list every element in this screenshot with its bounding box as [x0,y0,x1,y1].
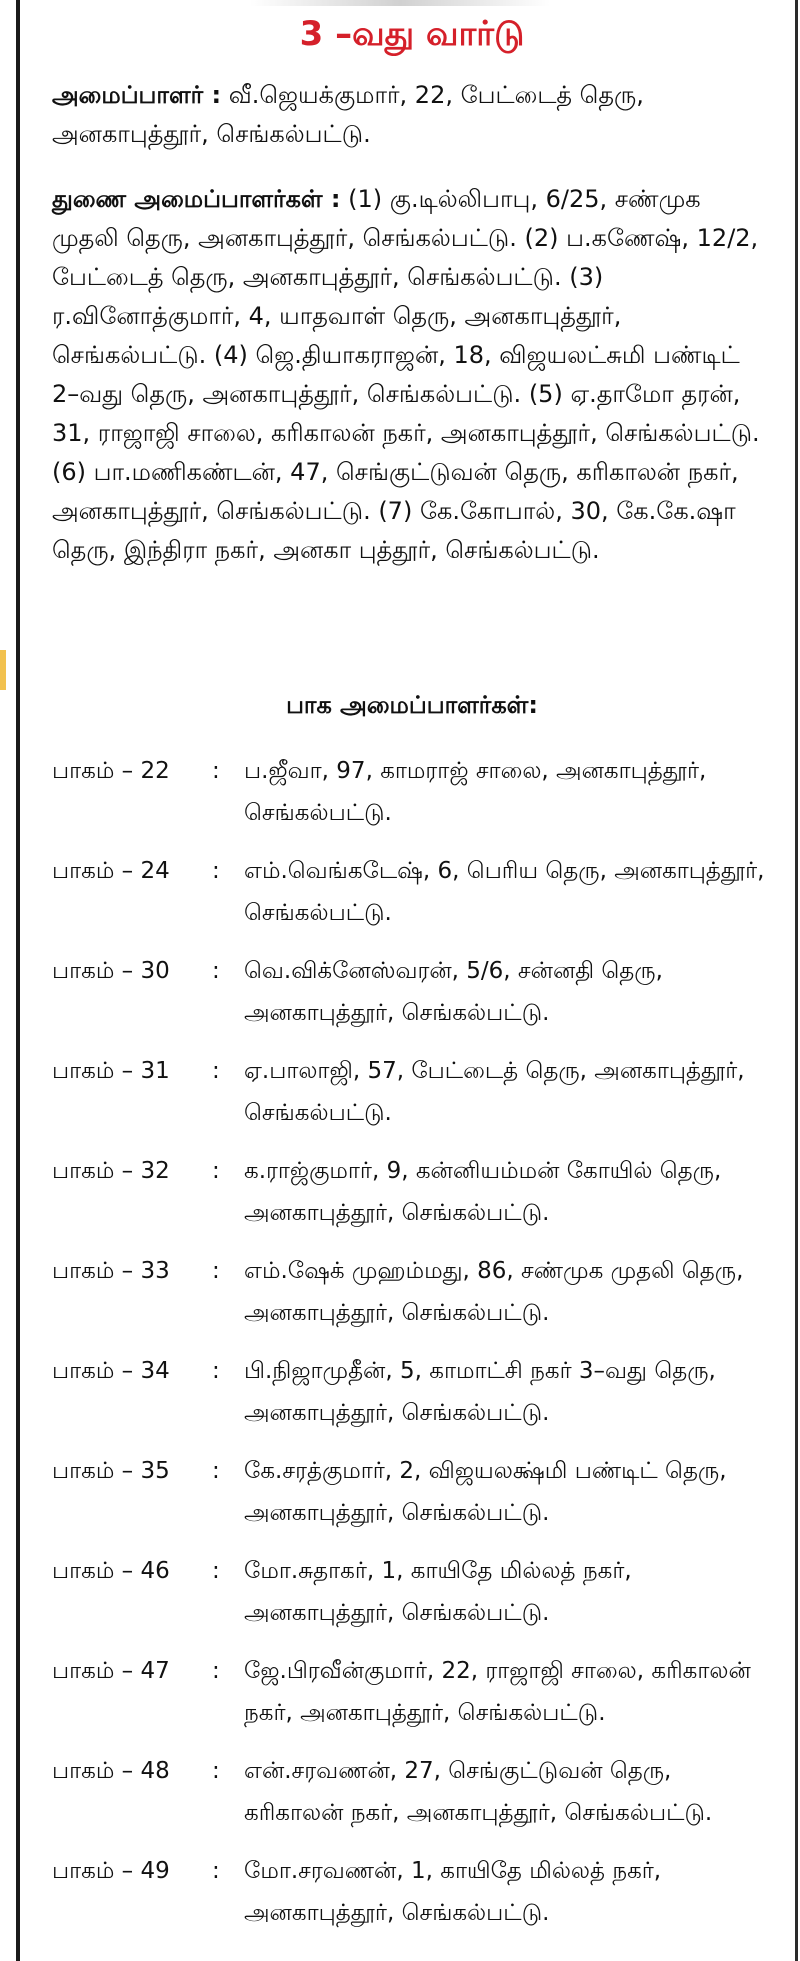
organizer-address: எம்.வெங்கடேஷ், 6, பெரிய தெரு, அனகாபுத்தூர், செங்கல்பட்டு. [244,858,765,926]
organizer-address: க.ராஜ்குமார், 9, கன்னியம்மன் கோயில் தெரு, அனகாபுத்தூர், செங்கல்பட்டு. [244,1158,722,1226]
list-item [52,1250,772,1350]
list-item [52,1750,772,1850]
organizer-address: எம்.ஷேக் முஹம்மது, 86, சண்முக முதலி தெரு, அனகாபுத்தூர், செங்கல்பட்டு. [244,1258,744,1326]
part-number: பாகம் – 48 [52,1758,170,1784]
part-number: பாகம் – 47 [52,1658,170,1684]
separator-colon: : [212,1558,220,1584]
list-item [52,1150,772,1250]
part-number: பாகம் – 35 [52,1458,170,1484]
separator-colon: : [212,1758,220,1784]
part-number: பாகம் – 22 [52,758,170,784]
separator-colon: : [212,758,220,784]
list-item [52,1550,772,1650]
part-number: பாகம் – 46 [52,1558,170,1584]
separator-colon: : [212,1158,220,1184]
organizer-paragraph [52,76,772,154]
organizer-address: என்.சரவணன், 27, செங்குட்டுவன் தெரு, கரிகாலன் நகர், அனகாபுத்தூர், செங்கல்பட்டு. [244,1758,713,1826]
list-item [52,1650,772,1750]
organizer-address: பி.நிஜாமுதீன், 5, காமாட்சி நகர் 3–வது தெரு, அனகாபுத்தூர், செங்கல்பட்டு. [244,1358,716,1426]
organizer-text: வீ.ஜெயக்குமார், 22, பேட்டைத் தெரு, அனகாபுத்தூர், செங்கல்பட்டு. [52,81,644,148]
deputy-organizers-text: (1) கு.டில்லிபாபு, 6/25, சண்முக முதலி தெரு, அனகாபுத்தூர், செங்கல்பட்டு. (2) ப.கணேஷ், 12/2, பேட்டைத் தெரு, அனகாபுத்தூர், செங்கல்பட்டு. (3) ர.வினோத்குமார், 4, யாதவாள் தெரு, அனகாபுத்தூர், செங்கல்பட்டு. (4) ஜெ.தியாகராஜன், 18, விஜயலட்சுமி பண்டிட் 2–வது தெரு, அனகாபுத்தூர், செங்கல்பட்டு. (5) ஏ.தாமோ தரன், 31, ராஜாஜி சாலை, கரிகாலன் நகர், அனகாபுத்தூர், செங்கல்பட்டு. (6) பா.மணிகண்டன், 47, செங்குட்டுவன் தெரு, கரிகாலன் நகர், அனகாபுத்தூர், செங்கல்பட்டு. (7) கே.கோபால், 30, கே.கே.ஷா தெரு, இந்திரா நகர், அனகா புத்தூர், செங்கல்பட்டு. [52,185,760,564]
separator-colon: : [212,958,220,984]
part-number: பாகம் – 32 [52,1158,170,1184]
left-column-rule [16,0,20,1961]
list-item [52,850,772,950]
separator-colon: : [212,1058,220,1084]
separator-colon: : [212,1858,220,1884]
part-number: பாகம் – 24 [52,858,170,884]
organizer-address: கே.சரத்குமார், 2, விஜயலக்ஷ்மி பண்டிட் தெரு, அனகாபுத்தூர், செங்கல்பட்டு. [244,1458,727,1526]
deputy-organizers-label: துணை அமைப்பாளர்கள் : [52,185,341,213]
list-item [52,950,772,1050]
list-item [52,1850,772,1950]
list-item [52,750,772,850]
part-number: பாகம் – 30 [52,958,170,984]
deputy-organizers-paragraph [52,180,772,570]
cropped-header-strip [250,0,550,6]
separator-colon: : [212,858,220,884]
section-heading: பாக அமைப்பாளர்கள்: [286,691,538,719]
list-item [52,1450,772,1550]
organizer-address: மோ.சரவணன், 1, காயிதே மில்லத் நகர், அனகாபுத்தூர், செங்கல்பட்டு. [244,1858,662,1926]
part-number: பாகம் – 31 [52,1058,170,1084]
separator-colon: : [212,1258,220,1284]
list-item [52,1050,772,1150]
separator-colon: : [212,1658,220,1684]
organizer-address: ஏ.பாலாஜி, 57, பேட்டைத் தெரு, அனகாபுத்தூர், செங்கல்பட்டு. [244,1058,745,1126]
organizer-label: அமைப்பாளர் : [52,81,222,109]
ward-title: 3 –வது வார்டு [299,14,525,54]
part-number: பாகம் – 33 [52,1258,170,1284]
separator-colon: : [212,1458,220,1484]
organizer-address: மோ.சுதாகர், 1, காயிதே மில்லத் நகர், அனகாபுத்தூர், செங்கல்பட்டு. [244,1558,632,1626]
edge-color-mark [0,650,6,690]
separator-colon: : [212,1358,220,1384]
part-number: பாகம் – 34 [52,1358,170,1384]
right-column-rule [795,0,798,1961]
part-number: பாகம் – 49 [52,1858,170,1884]
organizer-address: வெ.விக்னேஸ்வரன், 5/6, சன்னதி தெரு, அனகாபுத்தூர், செங்கல்பட்டு. [244,958,663,1026]
organizer-address: ஜே.பிரவீன்குமார், 22, ராஜாஜி சாலை, கரிகாலன் நகர், அனகாபுத்தூர், செங்கல்பட்டு. [244,1658,751,1726]
list-item [52,1350,772,1450]
organizer-address: ப.ஜீவா, 97, காமராஜ் சாலை, அனகாபுத்தூர், செங்கல்பட்டு. [244,758,707,826]
